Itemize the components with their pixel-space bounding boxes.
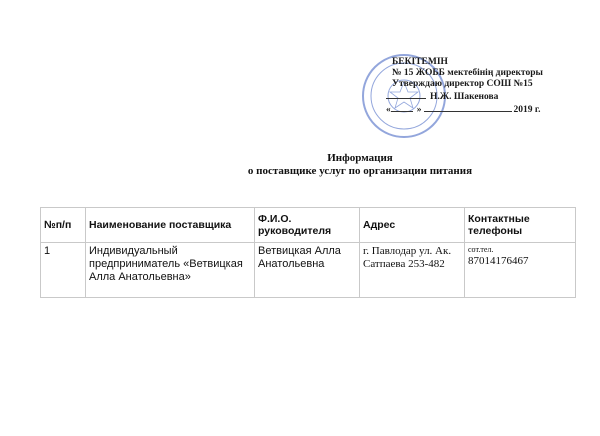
header-address: Адрес <box>360 208 465 243</box>
cell-number: 1 <box>41 243 86 298</box>
approval-director-kz: № 15 ЖОББ мектебінің директоры <box>392 68 543 78</box>
document-title <box>0 152 600 178</box>
title-line-2: о поставщике услуг по организации питания <box>247 165 473 177</box>
date-year: 2019 г. <box>513 105 541 115</box>
month-blank <box>424 103 512 112</box>
phone-label: сот.тел. <box>468 245 494 254</box>
table-row <box>41 243 576 298</box>
approval-date-line <box>380 103 543 116</box>
approval-director-ru: Утверждаю директор СОШ №15 <box>392 79 533 89</box>
phone-number: 87014176467 <box>468 255 529 267</box>
approval-heading: БЕКІТЕМІН <box>392 57 448 67</box>
day-blank <box>391 103 413 112</box>
table-header-row <box>41 208 576 243</box>
director-name: Н.Ж. Шакенова <box>430 92 499 102</box>
cell-phones <box>465 243 576 298</box>
cell-supplier-name: Индивидуальный предприниматель «Ветвицкая Алла Анатольевна» <box>86 243 255 298</box>
supplier-table <box>40 207 576 298</box>
date-open-quote: « <box>386 105 391 115</box>
header-number: №п/п <box>41 208 86 243</box>
header-supplier-name: Наименование поставщика <box>86 208 255 243</box>
cell-address: г. Павлодар ул. Ак. Сатпаева 253-482 <box>360 243 465 298</box>
approval-signature-line <box>380 90 543 103</box>
cell-head-name: Ветвицкая Алла Анатольевна <box>255 243 360 298</box>
approval-block <box>380 57 543 116</box>
date-close-quote: » <box>416 105 422 115</box>
header-phones: Контактные телефоны <box>465 208 576 243</box>
title-line-1: Информация <box>327 152 393 164</box>
signature-blank <box>386 90 426 99</box>
header-head-name: Ф.И.О. руководителя <box>255 208 360 243</box>
